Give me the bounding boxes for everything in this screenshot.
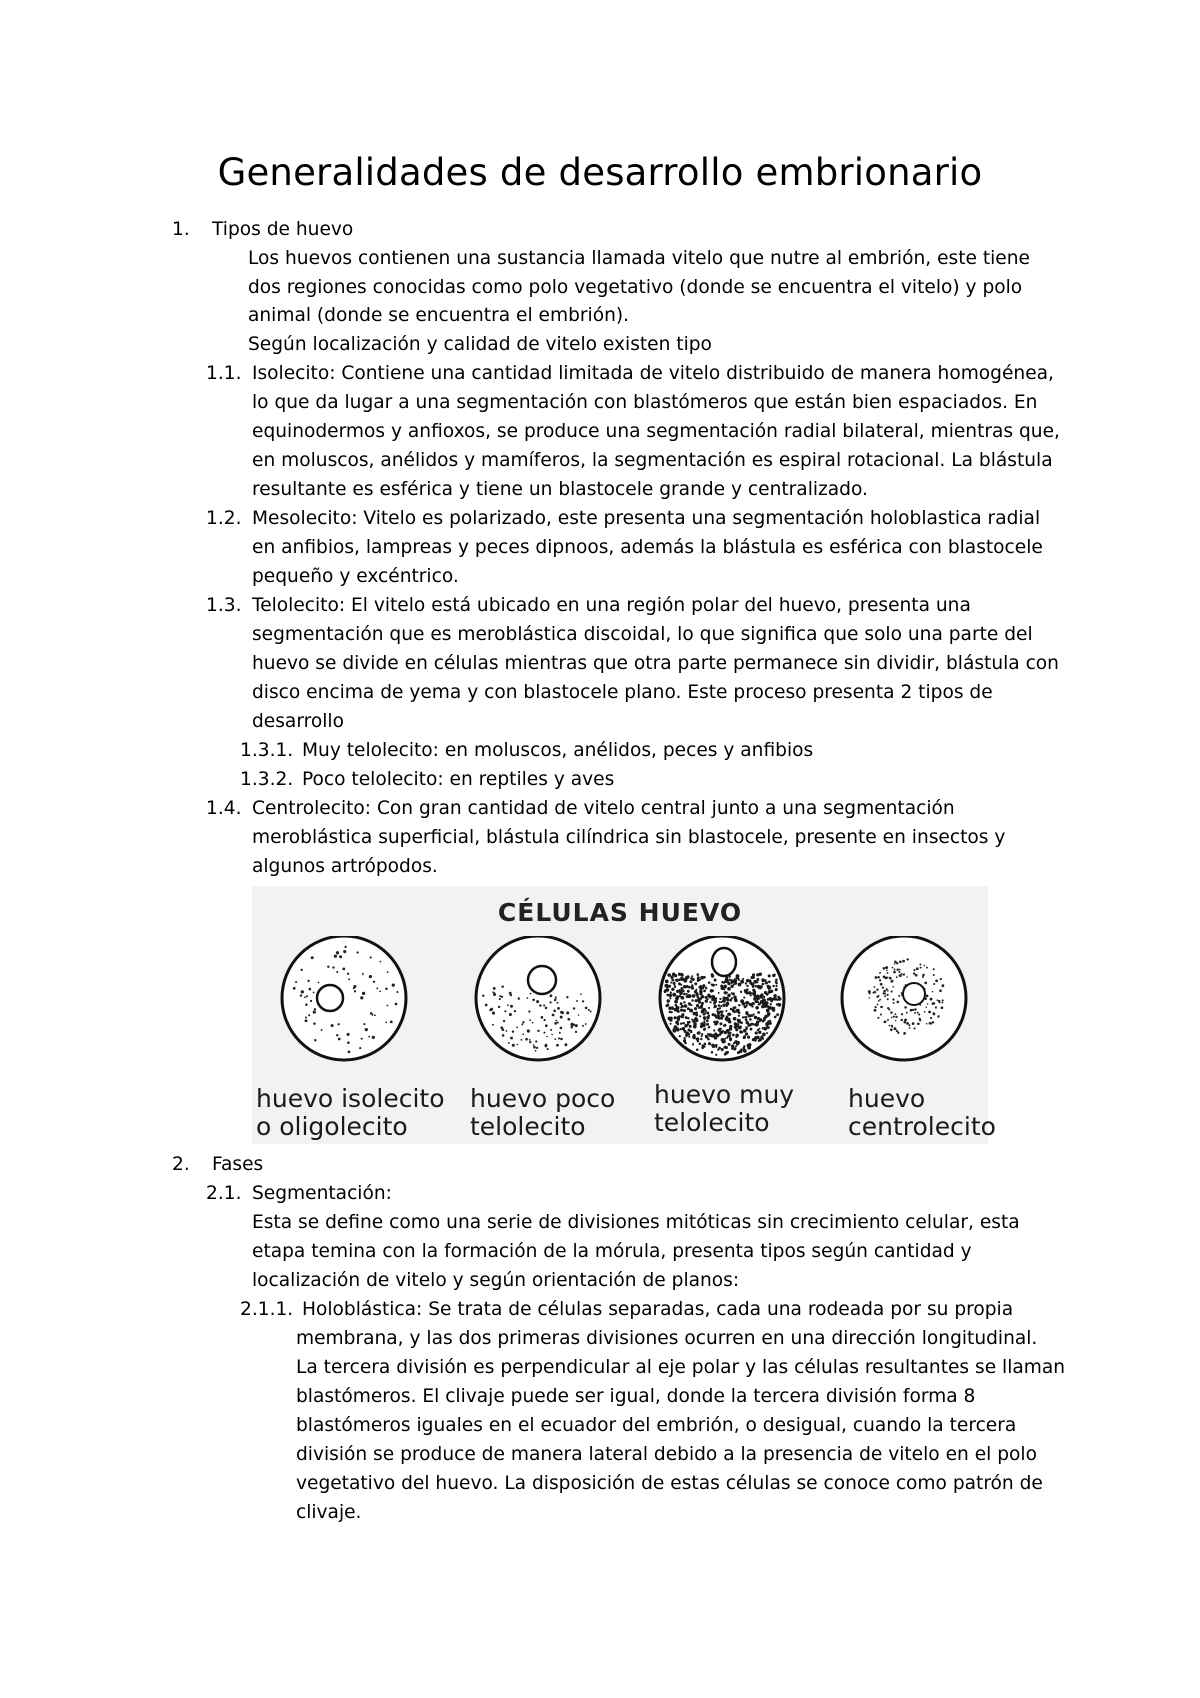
item-2-1-1-line: vegetativo del huevo. La disposición de estas células se conoce como patrón de	[296, 1473, 1043, 1494]
item-1-3-1-number: 1.3.1.	[240, 740, 294, 761]
paragraph-line: Según localización y calidad de vitelo existen tipo	[248, 334, 712, 355]
centrolecito-egg-drawing	[842, 936, 966, 1060]
section-2-heading: Fases	[212, 1154, 264, 1175]
item-1-3-line: desarrollo	[252, 711, 344, 732]
item-2-1-1-line: membrana, y las dos primeras divisiones ocurren en una dirección longitudinal.	[296, 1328, 1038, 1349]
item-1-2-line: en anfibios, lampreas y peces dipnoos, además la blástula es esférica con blastocele	[252, 537, 1043, 558]
item-2-1-1-line: blastómeros. El clivaje puede ser igual, donde la tercera división forma 8	[296, 1386, 976, 1407]
item-1-4-line: Centrolecito: Con gran cantidad de vitelo central junto a una segmentación	[252, 798, 955, 819]
item-1-3-2-number: 1.3.2.	[240, 769, 294, 790]
section-1-number: 1.	[172, 219, 190, 240]
caption-isolecito-line1: huevo isolecito	[256, 1084, 445, 1113]
item-1-1-number: 1.1.	[206, 363, 242, 384]
caption-muy-line1: huevo muy	[654, 1080, 795, 1109]
caption-isolecito-line2: o oligolecito	[256, 1112, 408, 1141]
item-1-3-line: Telolecito: El vitelo está ubicado en una región polar del huevo, presenta una	[252, 595, 971, 616]
paragraph-line: dos regiones conocidas como polo vegetativo (donde se encuentra el vitelo) y polo	[248, 277, 1023, 298]
muy-telolecito-egg-drawing	[660, 936, 784, 1060]
caption-poco-line2: telolecito	[470, 1112, 586, 1141]
paragraph-line: Los huevos contienen una sustancia llamada vitelo que nutre al embrión, este tiene	[248, 248, 1030, 269]
item-2-1-1-line: clivaje.	[296, 1502, 362, 1523]
caption-muy-line2: telolecito	[654, 1108, 770, 1137]
item-2-1-1-number: 2.1.1.	[240, 1299, 294, 1320]
item-2-1-1-line: división se produce de manera lateral debido a la presencia de vitelo en el polo	[296, 1444, 1037, 1465]
egg-cells-figure	[252, 886, 996, 1144]
item-1-1-line: lo que da lugar a una segmentación con blastómeros que están bien espaciados. En	[252, 392, 1038, 413]
item-1-1-line: Isolecito: Contiene una cantidad limitada de vitelo distribuido de manera homogénea,	[252, 363, 1054, 384]
caption-poco-line1: huevo poco	[470, 1084, 616, 1113]
item-1-3-1-text: Muy telolecito: en moluscos, anélidos, peces y anfibios	[302, 740, 814, 761]
item-2-1-1-line: La tercera división es perpendicular al eje polar y las células resultantes se llaman	[296, 1357, 1066, 1378]
section-1-heading: Tipos de huevo	[212, 219, 354, 240]
paragraph-line: Esta se define como una serie de divisiones mitóticas sin crecimiento celular, esta	[252, 1212, 1020, 1233]
caption-centrolecito-line2: centrolecito	[848, 1112, 996, 1141]
item-1-3-line: huevo se divide en células mientras que otra parte permanece sin dividir, blástula con	[252, 653, 1059, 674]
egg-cells-illustration	[252, 936, 988, 1066]
item-1-1-line: resultante es esférica y tiene un blastocele grande y centralizado.	[252, 479, 868, 500]
item-2-1-heading: Segmentación:	[252, 1183, 392, 1204]
item-2-1-number: 2.1.	[206, 1183, 242, 1204]
figure-title: CÉLULAS HUEVO	[497, 898, 743, 927]
item-1-3-2-text: Poco telolecito: en reptiles y aves	[302, 769, 615, 790]
section-2-number: 2.	[172, 1154, 190, 1175]
paragraph-line: etapa temina con la formación de la mórula, presenta tipos según cantidad y	[252, 1241, 972, 1262]
item-1-2-number: 1.2.	[206, 508, 242, 529]
item-1-4-line: meroblástica superficial, blástula cilíndrica sin blastocele, presente en insectos y	[252, 827, 1006, 848]
item-1-2-line: pequeño y excéntrico.	[252, 566, 459, 587]
paragraph-line: animal (donde se encuentra el embrión).	[248, 305, 630, 326]
item-1-3-line: segmentación que es meroblástica discoidal, lo que significa que solo una parte del	[252, 624, 1033, 645]
item-1-3-number: 1.3.	[206, 595, 242, 616]
paragraph-line: localización de vitelo y según orientación de planos:	[252, 1270, 740, 1291]
item-1-2-line: Mesolecito: Vitelo es polarizado, este presenta una segmentación holoblastica radial	[252, 508, 1041, 529]
item-1-3-line: disco encima de yema y con blastocele plano. Este proceso presenta 2 tipos de	[252, 682, 993, 703]
item-2-1-1-line: Holoblástica: Se trata de células separadas, cada una rodeada por su propia	[302, 1299, 1014, 1320]
page-title: Generalidades de desarrollo embrionario	[217, 151, 983, 194]
caption-centrolecito-line1: huevo	[848, 1084, 926, 1113]
item-1-4-number: 1.4.	[206, 798, 242, 819]
item-2-1-1-line: blastómeros iguales en el ecuador del embrión, o desigual, cuando la tercera	[296, 1415, 1017, 1436]
item-1-1-line: equinodermos y anfioxos, se produce una segmentación radial bilateral, mientras que,	[252, 421, 1060, 442]
poco-telolecito-egg-drawing	[476, 936, 600, 1060]
item-1-4-line: algunos artrópodos.	[252, 856, 438, 877]
item-1-1-line: en moluscos, anélidos y mamíferos, la segmentación es espiral rotacional. La blástula	[252, 450, 1053, 471]
isolecito-egg-drawing	[282, 936, 406, 1060]
